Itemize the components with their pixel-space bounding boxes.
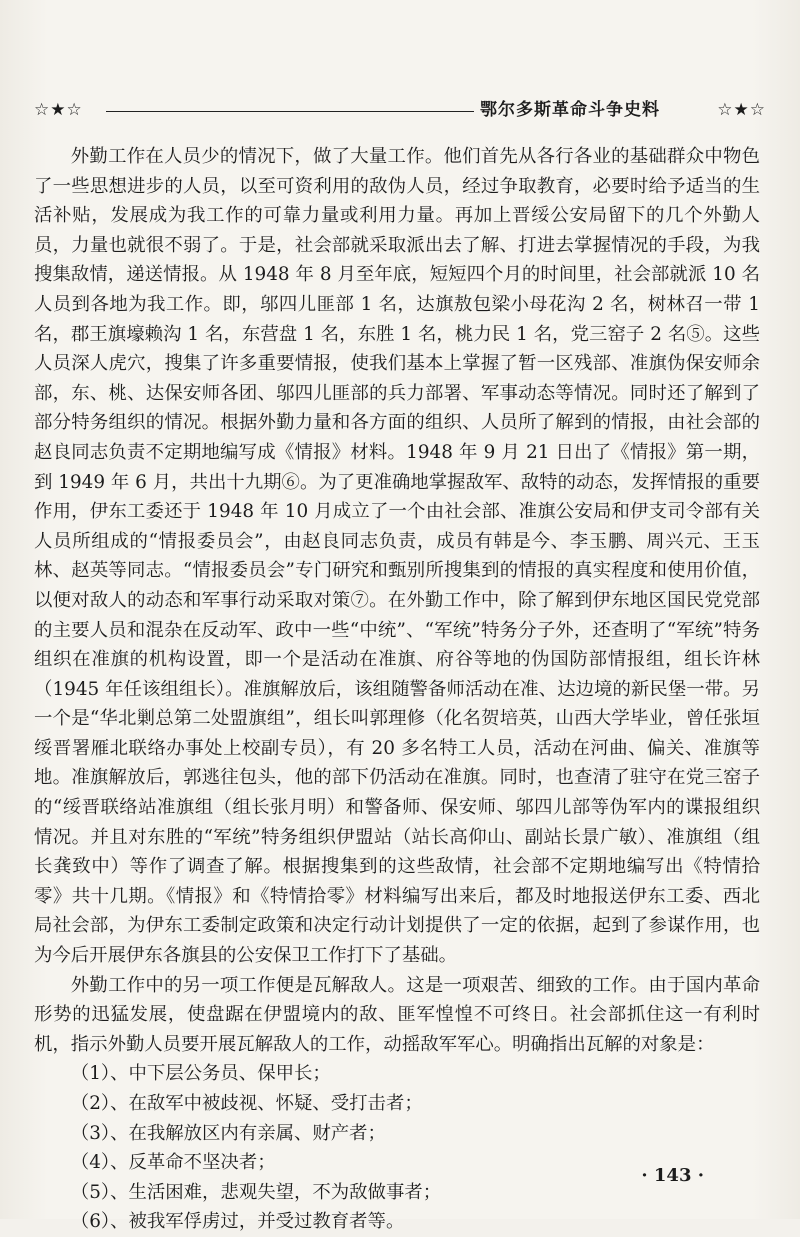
body-text [34, 142, 760, 1237]
running-header [34, 97, 766, 123]
paragraph-intelligence-work: 外勤工作在人员少的情况下，做了大量工作。他们首先从各行各业的基础群众中物色了一些思想进步的人员，以至可资利用的敌伪人员，经过争取教育，必要时给予适当的生活补贴，发展成为我工作的可靠力量或利用力量。再加上晋绥公安局留下的几个外勤人员，力量也就很不弱了。于是，社会部就采取派出去了解、打进去掌握情况的手段，为我搜集敌情，递送情报。从 1948 年 8 月至年底，短短四个月的时间里，社会部就派 10 名人员到各地为我工作。即，邬四儿匪部 1 名，达旗敖包梁小母花沟 2 名，树林召一带 1 名，郡王旗壕赖沟 1 名，东营盘 1 名，东胜 1 名，桃力民 1 名，党三窑子 2 名⑤。这些人员深人虎穴，搜集了许多重要情报，使我们基本上掌握了暂一区残部、准旗伪保安师余部，东、桃、达保安师各团、邬四儿匪部的兵力部署、军事动态等情况。同时还了解到了部分特务组织的情况。根据外勤力量和各方面的组织、人员所了解到的情报，由社会部的赵良同志负责不定期地编写成《情报》材料。1948 年 9 月 21 日出了《情报》第一期，到 1949 年 6 月，共出十九期⑥。为了更准确地掌握敌军、敌特的动态，发挥情报的重要作用，伊东工委还于 1948 年 10 月成立了一个由社会部、准旗公安局和伊支司令部有关人员所组成的“情报委员会”，由赵良同志负责，成员有韩是今、李玉鹏、周兴元、王玉林、赵英等同志。“情报委员会”专门研究和甄别所搜集到的情报的真实程度和使用价值，以便对敌人的动态和军事行动采取对策⑦。在外勤工作中，除了解到伊东地区国民党党部的主要人员和混杂在反动军、政中一些“中统”、“军统”特务分子外，还查明了“军统”特务组织在准旗的机构设置，即一个是活动在准旗、府谷等地的伪国防部情报组，组长许林（1945 年任该组组长）。准旗解放后，该组随警备师活动在准、达边境的新民堡一带。另一个是“华北剿总第二处盟旗组”，组长叫郭理修（化名贺培英，山西大学毕业，曾任张垣绥晋署雁北联络办事处上校副专员），有 20 多名特工人员，活动在河曲、偏关、准旗等地。准旗解放后，郭逃往包头，他的部下仍活动在准旗。同时，也查清了驻守在党三窑子的“绥晋联络站准旗组（组长张月明）和警备师、保安师、邬四儿部等伪军内的谍报组织情况。并且对东胜的“军统”特务组织伊盟站（站长高仰山、副站长景广敏）、准旗组（组长龚致中）等作了调查了解。根据搜集到的这些敌情，社会部不定期地编写出《特情拾零》共十几期。《情报》和《特情拾零》材料编写出来后，都及时地报送伊东工委、西北局社会部，为伊东工委制定政策和决定行动计划提供了一定的依据，起到了参谋作用，也为今后开展伊东各旗县的公安保卫工作打下了基础。 [34, 146, 760, 967]
list-item: （5）、生活困难，悲观失望，不为敌做事者； [70, 1181, 442, 1203]
header-title: 鄂尔多斯革命斗争史料 [480, 100, 660, 120]
list-item: （4）、反革命不坚决者； [70, 1152, 276, 1174]
list-item: （2）、在敌军中被歧视、怀疑、受打击者； [70, 1093, 423, 1114]
header-right-stars: ☆★☆ [717, 100, 766, 120]
target-list [34, 1059, 760, 1237]
paragraph-disintegrating-enemy: 外勤工作中的另一项工作便是瓦解敌人。这是一项艰苦、细致的工作。由于国内革命形势的迅猛发展，使盘踞在伊盟境内的敌、匪军惶惶不可终日。社会部抓住这一有利时机，指示外勤人员要开展瓦解敌人的工作，动摇敌军军心。明确指出瓦解的对象是： [34, 974, 760, 1055]
page-number: · 143 · [641, 1165, 704, 1186]
list-item: （6）、被我军俘虏过，并受过教育者等。 [70, 1211, 405, 1233]
header-rule [106, 111, 474, 112]
list-item: （1）、中下层公务员、保甲长； [70, 1063, 331, 1085]
header-left-stars: ☆★☆ [34, 100, 83, 120]
list-item: （3）、在我解放区内有亲属、财产者； [70, 1122, 386, 1144]
